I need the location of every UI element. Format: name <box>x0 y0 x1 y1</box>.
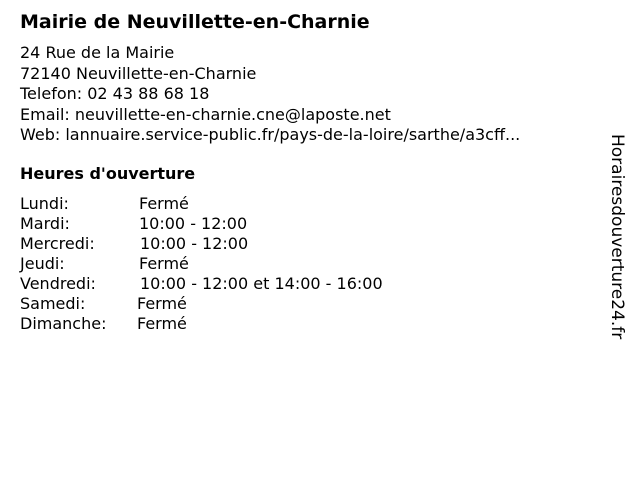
day-label: Mercredi: <box>20 234 95 253</box>
site-watermark: Horairesdouverture24.fr <box>607 134 627 340</box>
page-title: Mairie de Neuvillette-en-Charnie <box>20 11 370 33</box>
contact-block <box>20 43 520 146</box>
time-value: 10:00 - 12:00 <box>140 234 249 253</box>
day-label: Samedi: <box>20 294 86 313</box>
day-label: Lundi: <box>20 194 69 213</box>
time-value: Fermé <box>139 194 189 213</box>
time-value: 10:00 - 12:00 <box>139 214 248 233</box>
address-street: 24 Rue de la Mairie <box>20 43 175 62</box>
address-city: 72140 Neuvillette-en-Charnie <box>20 63 257 83</box>
time-value: Fermé <box>137 314 187 333</box>
time-value: Fermé <box>139 254 189 273</box>
day-label: Mardi: <box>20 214 70 233</box>
time-value: Fermé <box>137 294 187 313</box>
hours-heading: Heures d'ouverture <box>20 164 196 183</box>
time-value: 10:00 - 12:00 et 14:00 - 16:00 <box>140 274 383 293</box>
day-label: Dimanche: <box>20 314 107 333</box>
email-line[interactable]: Email: neuvillette-en-charnie.cne@laposte.net <box>20 104 391 124</box>
day-label: Jeudi: <box>20 254 65 273</box>
day-label: Vendredi: <box>20 274 96 293</box>
phone-line[interactable]: Telefon: 02 43 88 68 18 <box>20 84 210 103</box>
web-line[interactable]: Web: lannuaire.service-public.fr/pays-de-la-loire/sarthe/a3cff... <box>20 125 521 144</box>
